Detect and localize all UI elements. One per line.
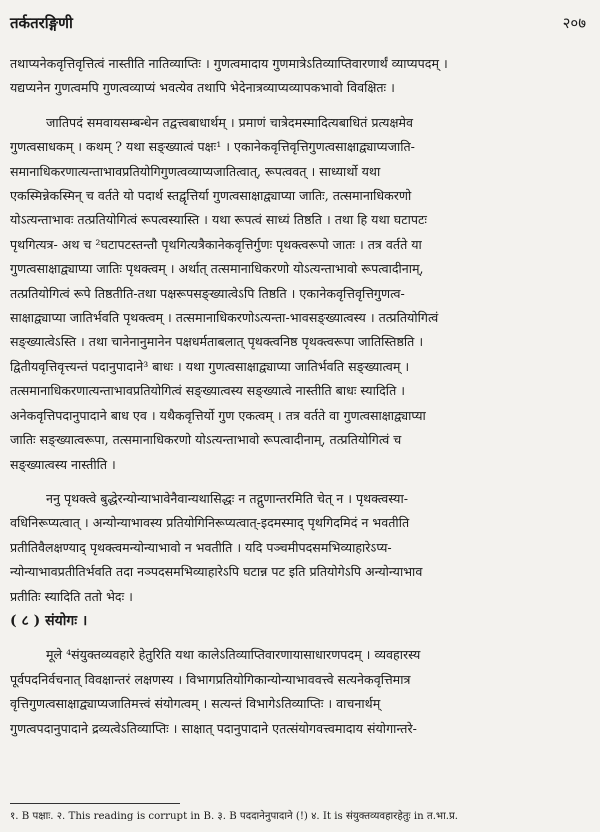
section-heading: ( ८ ) संयोगः । — [10, 612, 88, 629]
text-line: पृथगित्यत्र- अथ च ²घटापटस्तन्तौ पृथगित्यत्रैकानेकवृत्तिर्गुणः पृथक्त्वरूपो जातः । तत्र वर्तते या — [10, 236, 422, 252]
body-text — [10, 52, 590, 741]
text-line: गुणत्वसाक्षाद्व्याप्या जातिः पृथक्त्वम् । अर्थात् तत्समानाधिकरणो योऽत्यन्ताभावो रूपत्वादीनाम्, — [10, 261, 424, 277]
running-head: तर्कतरङ्गिणी — [10, 14, 73, 32]
text-line: एकस्मिन्नेकस्मिन् च वर्तते यो पदार्थ स्तद्वृत्तिर्या गुणत्वसाक्षाद्व्याप्या जातिः, तत्समानाधिकरणो — [10, 188, 412, 204]
text-line: जातिपदं समवायसम्बन्धेन तद्वत्त्वबाधार्थम् । प्रमाणं चात्रेदमस्मादित्यबाधितं प्रत्यक्षमेव — [46, 114, 414, 130]
text-line: समानाधिकरणात्यन्ताभावप्रतियोगिगुणत्वव्याप्यजातित्वात्, रूपत्ववत् । साध्यार्थो यथा — [10, 163, 381, 179]
text-line: साक्षाद्व्याप्या जातिर्भवति पृथक्त्वम् । तत्समानाधिकरणोऽत्यन्ता-भावसङ्ख्यात्वस्य । तत्प्रतियोगित्वं — [10, 310, 439, 326]
text-line: गुणत्वपदानुपादाने द्रव्यत्वेऽतिव्याप्तिः । साक्षात् पदानुपादाने एतत्संयोगवत्त्वमादाय संयोगान्तरे- — [10, 720, 417, 736]
text-line: मूले ⁴संयुक्तव्यवहारे हेतुरिति यथा कालेऽतिव्याप्तिवारणायासाधारणपदम् । व्यवहारस्य — [46, 647, 421, 663]
text-line: जातिः सङ्ख्यात्वरूपा, तत्समानाधिकरणो योऽत्यन्ताभावो रूपत्वादीनाम्, तत्प्रतियोगित्वं च — [10, 432, 402, 448]
text-line: गुणत्वसाधकम् । कथम् ? यथा सङ्ख्यात्वं पक्षः¹ । एकानेकवृत्तिवृत्तिगुणत्वसाक्षाद्व्याप्यजाति- — [10, 139, 415, 155]
page-number: २०७ — [562, 14, 586, 32]
paragraph — [10, 487, 590, 609]
text-line: तथाप्यनेकवृत्तिवृत्तित्वं नास्तीति नातिव्याप्तिः । गुणत्वमादाय गुणमात्रेऽतिव्याप्तिवारणार्थं व्याप्यपदम् । — [10, 56, 448, 71]
footnote: १. B पक्षाः. २. This reading is corrupt in B. ३. B पददानेनुपादाने (!) ४. It is संयुक्तव्यवहारहेतुः in त.भा.प्र. — [10, 811, 459, 822]
paragraph — [10, 643, 590, 741]
text-line: तत्समानाधिकरणात्यन्ताभावप्रतियोगित्वं सङ्ख्यात्वस्य सङ्ख्यात्वे नास्तीति बाधः स्यादिति । — [10, 383, 406, 399]
paragraph — [10, 111, 590, 477]
text-line: अनेकवृत्तिपदानुपादाने बाध एव । यथैकवृत्तिर्यो गुण एकत्वम् । तत्र वर्तते वा गुणत्वसाक्षाद्व्याप्या — [10, 407, 426, 423]
paragraph — [10, 52, 590, 101]
text-line: योऽत्यन्ताभावः तत्प्रतियोगित्वं रूपत्वस्यास्ति । यथा रूपत्वं साध्यं तिष्ठति । तथा हि यथा घटापटः — [10, 212, 427, 228]
text-line: वधिनिरूप्यत्वात् । अन्योन्याभावस्य प्रतियोगिनिरूप्यत्वात्-इदमस्माद् पृथगिदमिदं न भवतीति — [10, 515, 410, 531]
text-line: वृत्तिगुणत्वसाक्षाद्व्याप्यजातिमत्त्वं संयोगत्वम् । सत्यन्तं विभागेऽतिव्याप्तिः । वाचनार्थम् — [10, 696, 381, 712]
text-line: द्वितीयवृत्तिवृत्त्यन्तं पदानुपादाने³ बाधः । यथा गुणत्वसाक्षाद्व्याप्या जातिर्भवति सङ्ख्यात्वम् । — [10, 358, 410, 374]
text-line: तत्प्रतियोगित्वं रूपे तिष्ठतीति-तथा पक्षरूपसङ्ख्यात्वेऽपि तिष्ठति । एकानेकवृत्तिवृत्तिगुणत्व- — [10, 285, 405, 301]
text-line: न्योन्याभावप्रतीतिर्भवति तदा नञ्पदसमभिव्याहारेऽपि घटान्न पट इति प्रतियोगेऽपि अन्योन्याभाव — [10, 564, 423, 580]
page-header — [10, 10, 586, 36]
text-line: प्रतीतिवैलक्षण्याद् पृथक्त्वमन्योन्याभावो न भवतीति । यदि पञ्चमीपदसमभिव्याहारेऽप्य- — [10, 539, 392, 555]
text-line: सङ्ख्यात्वेऽस्ति । तथा चानेनानुमानेन पक्षधर्मताबलात् पृथक्त्वनिष्ठ पृथक्त्वरूपा जातिस्तिष्ठति । — [10, 334, 424, 350]
text-line: यद्यप्यनेन गुणत्वमपि गुणत्वव्याप्यं भवत्येव तथापि भेदेनात्रव्याप्यव्यापकभावो विवक्षितः । — [10, 80, 395, 96]
text-line: ननु पृथक्त्वे बुद्धेरन्योन्याभावेनैवान्यथासिद्धः न तद्गुणान्तरमिति चेत् न । पृथक्त्वस्या- — [46, 490, 408, 506]
text-line: सङ्ख्यात्वस्य नास्तीति । — [10, 456, 116, 472]
text-line: पूर्वपदनिर्वचनात् विवक्षान्तरं लक्षणस्य । विभागप्रतियोगिकान्योन्याभाववत्त्वे सत्यनेकवृत्तिमात्र — [10, 671, 411, 687]
footnote-rule — [10, 803, 180, 804]
text-line: प्रतीतिः स्यादिति ततो भेदः । — [10, 588, 133, 604]
